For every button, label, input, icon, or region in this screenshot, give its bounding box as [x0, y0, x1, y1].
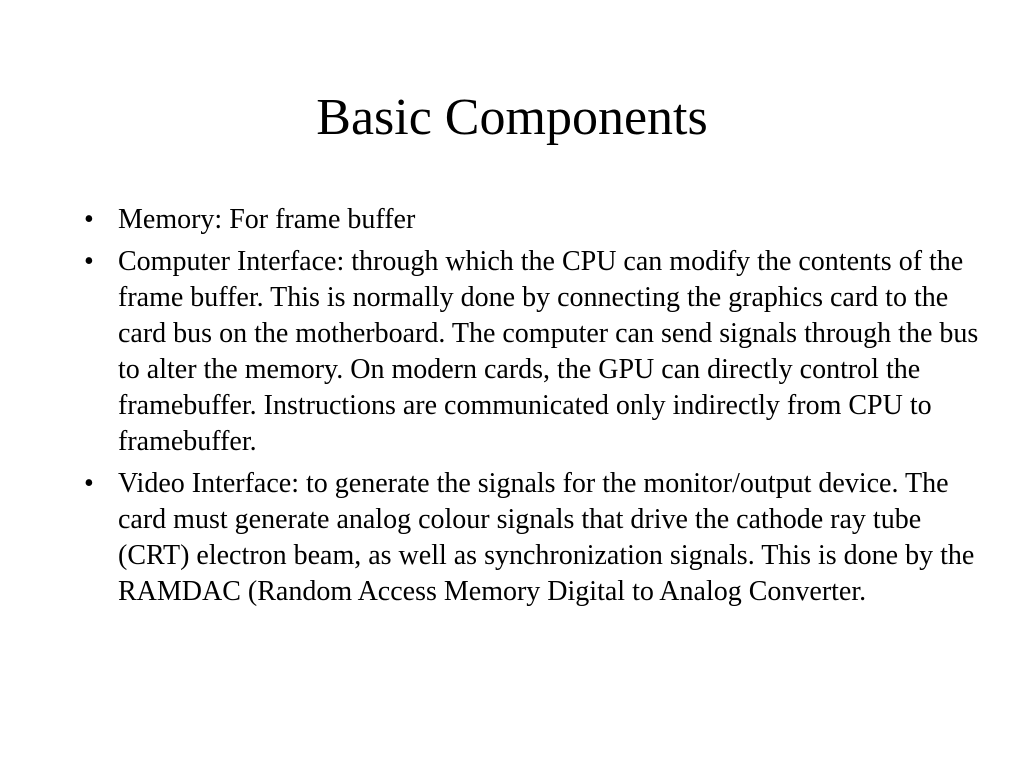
- bullet-text: Computer Interface: through which the CPU can modify the contents of the frame buffer. This is normally done by connecting the graphics card to the card bus on the motherboard. The computer can send signals through the bus to alter the memory. On modern cards, the GPU can directly control the framebuffer. Instructions are communicated only indirectly from CPU to framebuffer.: [118, 246, 979, 457]
- bullet-text: Memory: For frame buffer: [118, 204, 416, 235]
- bullet-icon: •: [84, 204, 94, 235]
- bullet-text: Video Interface: to generate the signals for the monitor/output device. The card must generate analog colour signals that drive the cathode ray tube (CRT) electron beam, as well as synchronization signals. This is done by the RAMDAC (Random Access Memory Digital to Analog Converter.: [118, 468, 975, 607]
- bullet-icon: •: [84, 246, 94, 277]
- slide-title: Basic Components: [316, 89, 708, 146]
- bullet-list: [84, 202, 984, 616]
- bullet-item-computer-interface: [84, 244, 984, 460]
- bullet-icon: •: [84, 468, 94, 499]
- bullet-item-memory: [84, 202, 984, 238]
- bullet-item-video-interface: [84, 466, 984, 610]
